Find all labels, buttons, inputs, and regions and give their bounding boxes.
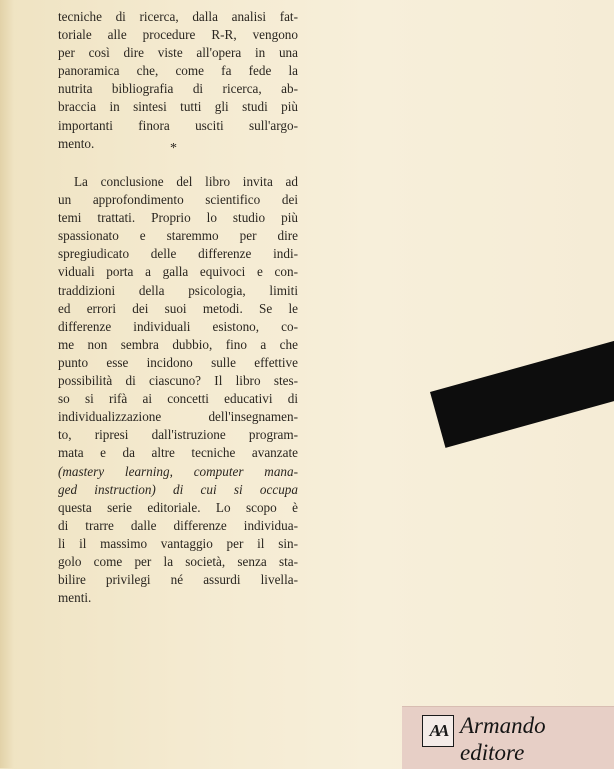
decorative-black-bar — [430, 339, 614, 448]
text-line: di trarre dalle differenze individua- — [58, 517, 298, 533]
text-line: un approfondimento scientifico dei — [58, 192, 298, 208]
text-line: punto esse incidono sulle effettive — [58, 354, 298, 370]
text-line: so si rifà ai concetti educativi di — [58, 391, 298, 407]
text-line: differenze individuali esistono, co- — [58, 318, 298, 334]
text-line: individualizzazione dell'insegnamen- — [58, 409, 298, 425]
text-line: temi trattati. Proprio lo studio più — [58, 210, 298, 226]
publisher-name: Armando — [460, 713, 546, 738]
text-line: menti. — [58, 590, 92, 606]
text-line: traddizioni della psicologia, limiti — [58, 282, 298, 298]
text-line: me non sembra dubbio, fino a che — [58, 336, 298, 352]
text-line: possibilità di ciascuno? Il libro stes- — [58, 373, 298, 389]
text-line: questa serie editoriale. Lo scopo è — [58, 499, 298, 515]
text-line: spregiudicato delle differenze indi- — [58, 246, 298, 262]
text-line: to, ripresi dall'istruzione program- — [58, 427, 298, 443]
text-line: spassionato e staremmo per dire — [58, 228, 298, 244]
text-line: mento. — [58, 135, 95, 151]
publisher-label — [402, 706, 614, 769]
text-line: mata e da altre tecniche avanzate — [58, 445, 298, 461]
italic-text: (mastery learning, computer mana- — [58, 463, 298, 479]
publisher-logo: AA — [422, 715, 454, 747]
paragraph-2 — [58, 173, 298, 607]
text-line: per così dire viste all'opera in una — [58, 45, 298, 61]
text-line-italic — [58, 481, 298, 499]
section-separator: * — [170, 141, 177, 156]
text-line: golo come per la società, senza sta- — [58, 553, 298, 569]
text-line: ed errori dei suoi metodi. Se le — [58, 300, 298, 316]
text-line-italic — [58, 463, 298, 481]
page-edge — [0, 0, 14, 768]
text-line: La conclusione del libro invita ad — [74, 174, 298, 189]
text-line: viduali porta a galla equivoci e con- — [58, 264, 298, 280]
italic-text: ged instruction) di cui si occupa — [58, 481, 298, 497]
text-line: tecniche di ricerca, dalla analisi fat- — [58, 9, 298, 24]
paragraph-1 — [58, 8, 298, 153]
text-line: bilire privilegi né assurdi livella- — [58, 572, 298, 588]
publisher-subtitle: editore — [460, 740, 525, 765]
text-line: braccia in sintesi tutti gli studi più — [58, 99, 298, 115]
text-line: nutrita bibliografia di ricerca, ab- — [58, 81, 298, 97]
text-line: li il massimo vantaggio per il sin- — [58, 535, 298, 551]
text-line: importanti finora usciti sull'argo- — [58, 117, 298, 133]
text-line: toriale alle procedure R-R, vengono — [58, 27, 298, 43]
text-line: panoramica che, come fa fede la — [58, 63, 298, 79]
